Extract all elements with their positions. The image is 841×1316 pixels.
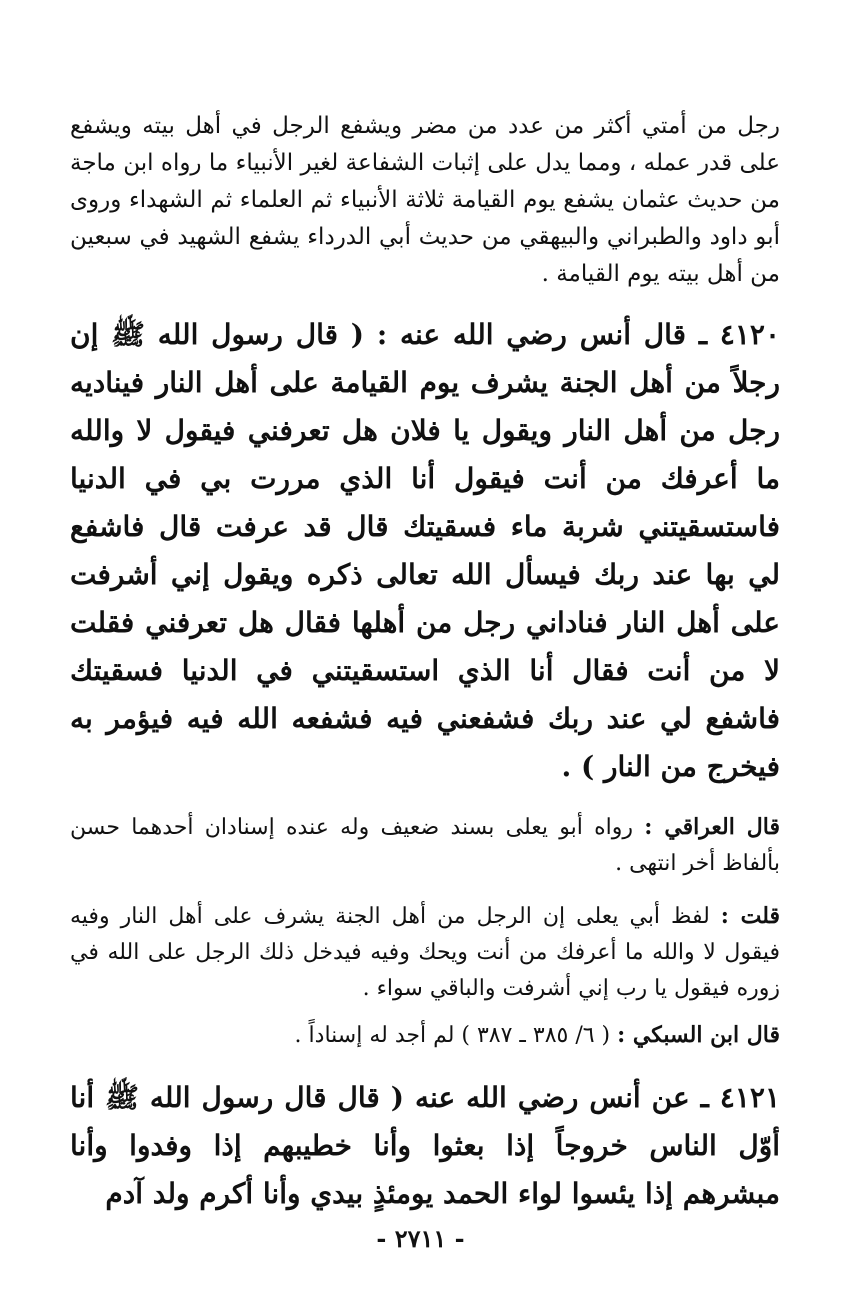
note-qultu-lead: قلت :	[720, 903, 780, 929]
note-qultu	[70, 898, 780, 1007]
note-iraqi	[70, 809, 780, 882]
hadith-4121: ٤١٢١ ـ عن أنس رضي الله عنه ( قال قال رسول الله ﷺ أنا أوّل الناس خروجاً إذا بعثوا وأنا خطيبهم إذا وفدوا وأنا مبشرهم إذا يئسوا لواء الحمد يومئذٍ بيدي وأنا أكرم ولد آدم	[70, 1081, 780, 1210]
note-subki-text: ( ٦/ ٣٨٥ ـ ٣٨٧ ) لم أجد له إسناداً .	[294, 1023, 618, 1048]
hadith-4120: ٤١٢٠ ـ قال أنس رضي الله عنه : ( قال رسول الله ﷺ إن رجلاً من أهل الجنة يشرف يوم القيامة على أهل النار فيناديه رجل من أهل النار ويقول يا فلان هل تعرفني فيقول لا والله ما أعرفك من أنت فيقول أنا الذي مررت بي في الدنيا فاستسقيتني شربة ماء فسقيتك قال قد عرفت قال فاشفع لي بها عند ربك فيسأل الله تعالى ذكره ويقول إني أشرفت على أهل النار فناداني رجل من أهلها فقال هل تعرفني فقلت لا من أنت فقال أنا الذي استسقيتني في الدنيا فسقيتك فاشفع لي عند ربك فشفعني فيه فشفعه الله فيه فيؤمر به فيخرج من النار ) .	[70, 318, 780, 783]
note-iraqi-lead: قال العراقي :	[644, 814, 780, 840]
intro-paragraph: رجل من أمتي أكثر من عدد من مضر ويشفع الرجل في أهل بيته ويشفع على قدر عمله ، ومما يدل على إثبات الشفاعة لغير الأنبياء ما رواه ابن ماجة من حديث عثمان يشفع يوم القيامة ثلاثة الأنبياء ثم العلماء ثم الشهداء وروى أبو داود والطبراني والبيهقي من حديث أبي الدرداء يشفع الشهيد في سبعين من أهل بيته يوم القيامة .	[70, 113, 780, 287]
note-iraqi-text: رواه أبو يعلى بسند ضعيف وله عنده إسنادان أحدهما حسن بألفاظ أخر انتهى .	[70, 815, 780, 876]
note-qultu-text: لفظ أبي يعلى إن الرجل من أهل الجنة يشرف على أهل النار وفيه فيقول لا والله ما أعرفك من أنت ويحك وفيه فيدخل ذلك الرجل على الله في زوره فيقول يا رب إني أشرفت والباقي سواء .	[70, 904, 780, 1001]
page-body	[70, 108, 780, 1218]
page-number: - ٢٧١١ -	[376, 1224, 465, 1253]
note-subki	[70, 1017, 780, 1054]
note-subki-lead: قال ابن السبكي :	[617, 1022, 780, 1048]
